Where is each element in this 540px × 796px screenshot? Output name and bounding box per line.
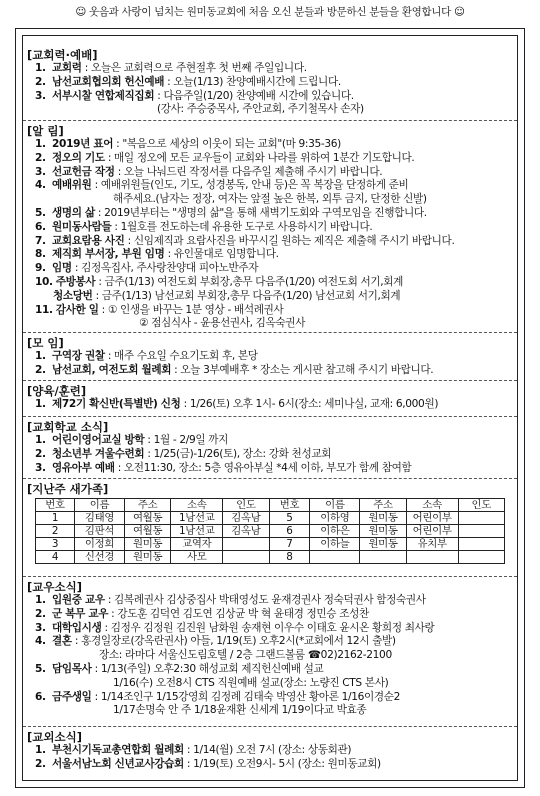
list-item: 1. 어린이영어교실 방학 : 1월 - 2/9일 까지: [35, 434, 229, 446]
table-cell: 이하은: [310, 525, 360, 538]
list-item: 4. 결혼 : 홍경일장로(강옥란권사) 아들, 1/19(토) 오후2시(*교회에서 12시 출발): [35, 635, 396, 648]
list-item: 7. 교회요람용 사진 : 신임제직과 요람사진을 바꾸시길 원하는 제직은 제출해 주시기 바랍니다.: [35, 234, 455, 247]
list-item-continued: 장소: 라마다 서울신도림호텔 / 2층 그랜드볼룸 ☎02)2162-2100: [99, 649, 392, 662]
list-item: 3. 서부시찰 연합제직집회 : 다음주일(1/20) 찬양예배 시간에 있습니다.: [35, 89, 354, 102]
table-cell: [458, 551, 504, 564]
table-cell: 이하늘: [310, 538, 360, 551]
list-item: 2. 청소년부 겨울수련회 : 1/25(금)-1/26(토), 장소: 강화 천성교회: [35, 447, 332, 460]
list-item: 6. 금주생일 : 1/14조인구 1/15강영희 김정례 김태숙 박영산 황아론 1/16이경순2: [35, 690, 401, 703]
table-cell: 김옥남: [223, 512, 269, 525]
table-cell: 이하영: [310, 512, 360, 525]
list-item: 청소당번 : 금주(1/13) 남선교회 부회장,총무 다음주(1/20) 남선교회 서기,회계: [53, 289, 401, 302]
section-divider: [23, 416, 517, 417]
table-row: [36, 538, 505, 551]
table-cell: 7: [269, 538, 310, 551]
section-divider: [23, 332, 517, 333]
table-cell: [458, 512, 504, 525]
list-item: 2. 남선교회협의회 헌신예배 : 오늘(1/13) 찬양예배시간에 드립니다.: [35, 75, 341, 88]
table-cell: 여월동: [124, 512, 170, 525]
table-cell: 원미동: [124, 551, 170, 564]
table-row: [36, 551, 505, 564]
section-divider: [23, 576, 517, 577]
section-title: [ 양육/훈련 ]: [27, 384, 513, 398]
list-item: 6. 원미동사람들 : 1월호를 전도하는데 유용한 도구로 사용하시기 바랍니다.: [35, 220, 373, 233]
section-divider: [23, 726, 517, 727]
section-title: [ 모 임 ]: [27, 336, 513, 350]
table-cell: 여월동: [124, 525, 170, 538]
section-news: [27, 124, 513, 331]
section-title: [ 교우소식 ]: [27, 580, 513, 594]
list-item: 1. 구역장 권찰 : 매주 수요일 수요기도회 후, 본당: [35, 350, 258, 362]
list-item: 2. 남선교회, 여전도회 월례회 : 오늘 3부예배후 * 장소는 게시판 참고해 주시기 바랍니다.: [35, 363, 434, 376]
list-item-continued: 1/17손명숙 안 주 1/18윤재환 신세계 1/19이다교 박효종: [113, 704, 367, 717]
list-item: 1. 부천시기독교총연합회 월례회 : 1/14(월) 오전 7시 (장소: 상동회관): [35, 744, 352, 756]
section-title: [ 교회학교 소식 ]: [27, 420, 513, 434]
table-cell: 교역자: [171, 538, 223, 551]
list-item: 2. 서울서남노회 신년교사강습회 : 1/19(토) 오전9시- 5시 (장소: 원미동교회): [35, 757, 381, 770]
list-item: 1. 제72기 확신반(특별반) 신청 : 1/26(토) 오후 1시- 6시(장소: 세미나실, 교재: 6,000원): [35, 398, 439, 410]
list-item-continued: 1/16(수) 오전8시 CTS 직원예배 설교(장소: 노량진 CTS 본사): [113, 676, 389, 689]
table-cell: 원미동: [124, 538, 170, 551]
table-cell: [310, 551, 360, 564]
table-cell: [458, 525, 504, 538]
list-item: 11. 감사한 일 : ① 인생을 바꾸는 1분 영상 - 배석례권사: [35, 303, 284, 316]
table-cell: 이정희: [74, 538, 124, 551]
table-cell: 5: [269, 512, 310, 525]
table-cell: 원미동: [360, 525, 406, 538]
table-cell: 2: [36, 525, 75, 538]
list-item-continued: ② 점심식사 - 윤용선권사, 김옥숙권사: [139, 317, 306, 330]
table-row: [36, 512, 505, 525]
list-item: 9. 임명 : 김정옥집사, 주사랑찬양대 피아노반주자: [35, 262, 259, 275]
section-training: [27, 384, 513, 412]
list-item: 1. 교회력 : 오늘은 교회력으로 주현절후 첫 번째 주일입니다.: [35, 62, 307, 74]
section-external: [27, 730, 513, 772]
list-item-continued: 해주세요.(남자는 정장, 여자는 앞절 높은 한복, 외투 금지, 단정한 신발): [113, 193, 427, 206]
list-item: 5. 생명의 삶 : 2019년부터는 "생명의 삶"을 통해 새벽기도회와 구역모임을 진행합니다.: [35, 206, 427, 219]
list-item: 8. 제직회 부서장, 부원 임명 : 유인물대로 임명합니다.: [35, 248, 279, 261]
list-item: 10. 주방봉사 : 금주(1/13) 여전도회 부회장,총무 다음주(1/20) 여전도회 서기,회계: [35, 275, 404, 288]
section-visitors: [27, 482, 513, 564]
table-cell: 원미동: [360, 538, 406, 551]
bulletin-frame: [15, 28, 525, 788]
section-title: [ 교외소식 ]: [27, 730, 513, 744]
visitor-table: [35, 498, 505, 564]
table-row: [36, 525, 505, 538]
table-header-row: 번호 이름 주소 소속 인도 번호 이름 주소 소속 인도: [36, 499, 505, 512]
table-cell: 김태영: [74, 512, 124, 525]
table-cell: [223, 538, 269, 551]
section-divider: [23, 380, 517, 381]
welcome-banner: ☺ 웃음과 사랑이 넘치는 원미동교회에 처음 오신 분들과 방문하신 분들을 환영합니다 ☺: [75, 6, 465, 18]
table-cell: [360, 551, 406, 564]
bulletin-inner-frame: [22, 35, 518, 781]
list-item: 5. 담임목사 : 1/13(주일) 오후2:30 해성교회 제직헌신예배 설교: [35, 662, 324, 675]
table-cell: [223, 551, 269, 564]
section-title: [ 알 림 ]: [27, 124, 513, 138]
table-cell: 김옥남: [223, 525, 269, 538]
list-item: 2. 정오의 기도 : 매일 정오에 모든 교우들이 교회와 나라를 위하여 1분간 기도합니다.: [35, 151, 415, 164]
table-cell: 1남선교: [171, 525, 223, 538]
table-cell: 4: [36, 551, 75, 564]
section-calendar: [27, 48, 513, 117]
list-item: 3. 선교헌금 작정 : 오늘 나눠드린 작정서를 다음주일 제출해 주시기 바랍니다.: [35, 165, 383, 178]
section-meeting: [27, 336, 513, 378]
table-cell: 사모: [171, 551, 223, 564]
table-cell: 1: [36, 512, 75, 525]
table-cell: [406, 551, 458, 564]
table-cell: 신선경: [74, 551, 124, 564]
table-cell: 어린이부: [406, 512, 458, 525]
list-item: 1. 2019년 표어 : "복음으로 세상의 이웃이 되는 교회"(마 9:35-36): [35, 138, 341, 150]
table-cell: 6: [269, 525, 310, 538]
list-item: 3. 대학입시생 : 김정우 김정원 김진원 남화원 송재현 이우수 이태호 윤시온 황희정 최사랑: [35, 621, 435, 634]
table-cell: 어린이부: [406, 525, 458, 538]
list-item: 3. 영유아부 예배 : 오전11:30, 장소: 5층 영유아부실 *4세 이하, 부모가 함께 참여함: [35, 461, 412, 474]
section-divider: [23, 478, 517, 479]
table-cell: 1남선교: [171, 512, 223, 525]
speaker-note: (강사: 주승중목사, 주안교회, 주기철목사 손자): [157, 103, 364, 116]
list-item: 2. 군 복무 교우 : 강도훈 김덕연 김도연 김상균 박 혁 윤태경 정민승 조성찬: [35, 607, 369, 620]
section-school: [27, 420, 513, 475]
section-title: [ 지난주 새가족 ]: [27, 482, 513, 496]
table-cell: [458, 538, 504, 551]
table-cell: 8: [269, 551, 310, 564]
section-members: [27, 580, 513, 718]
table-cell: 김판석: [74, 525, 124, 538]
section-divider: [23, 120, 517, 121]
list-item: 4. 예배위원 : 예배위원들(인도, 기도, 성경봉독, 안내 등)은 꼭 복장을 단정하게 준비: [35, 179, 409, 192]
table-cell: 유치부: [406, 538, 458, 551]
section-title: [ 교회력·예배 ]: [27, 48, 513, 62]
table-cell: 3: [36, 538, 75, 551]
list-item: 1. 입원중 교우 : 김복례권사 김상중집사 박태영성도 윤재경권사 정숙덕권사 함정숙권사: [35, 594, 426, 606]
table-cell: 원미동: [360, 512, 406, 525]
